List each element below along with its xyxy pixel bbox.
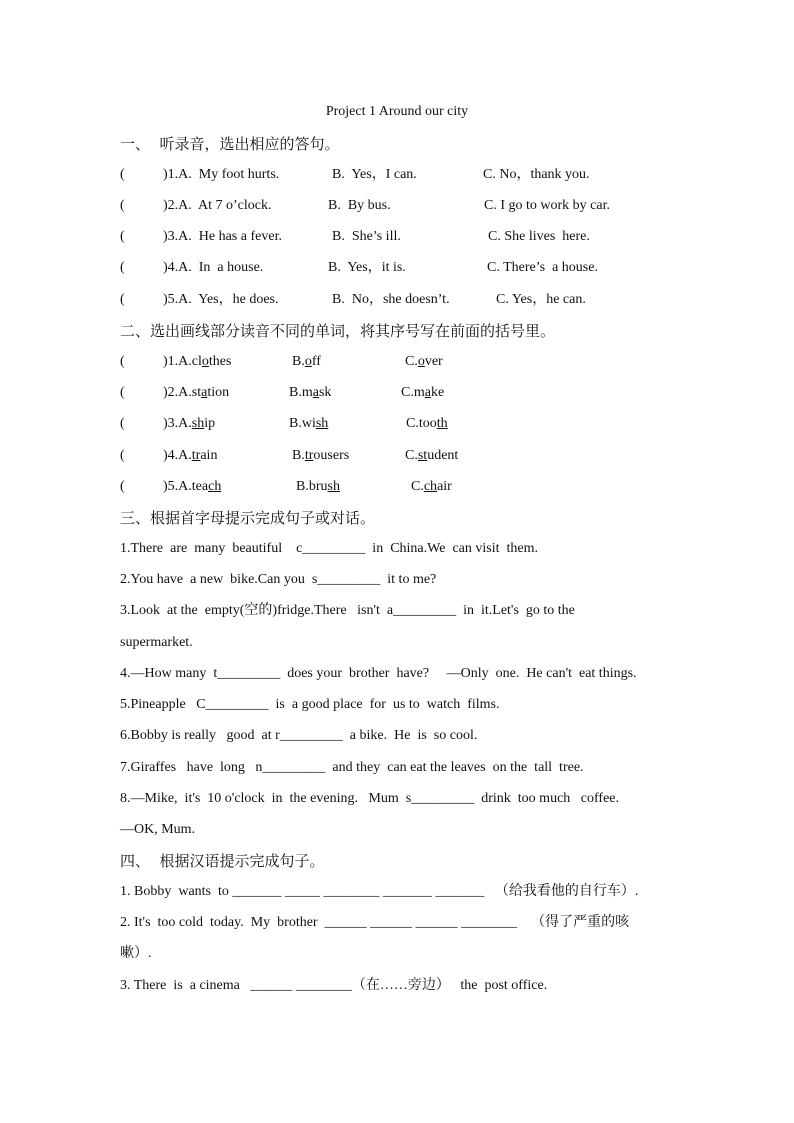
question-line: 6.Bobby is really good at r_________ a bike. He is so cool.: [120, 728, 478, 743]
option-c: C.over: [405, 354, 443, 369]
option-c: C. Yes，he can.: [496, 292, 586, 307]
option-b: B.wish: [289, 416, 329, 431]
option-b: B.trousers: [292, 448, 350, 463]
option-c: C. No，thank you.: [483, 167, 590, 182]
answer-bracket[interactable]: (: [120, 448, 125, 463]
option-b: B.off: [292, 354, 321, 369]
option-b: B. Yes，it is.: [328, 260, 406, 275]
answer-bracket[interactable]: (: [120, 198, 125, 213]
answer-bracket[interactable]: (: [120, 292, 125, 307]
option-c: C.make: [401, 385, 445, 400]
question-line: 4.—How many t_________ does your brother have? —Only one. He can't eat things.: [120, 666, 637, 681]
option-c: C.tooth: [406, 416, 448, 431]
page-title: Project 1 Around our city: [325, 104, 469, 119]
question-line: 2. It's too cold today. My brother ______ ______ ______ ________ （得了严重的咳: [120, 915, 630, 930]
option-c: C. There’s a house.: [487, 260, 598, 275]
answer-bracket[interactable]: (: [120, 229, 125, 244]
section2-heading: 二、选出画线部分读音不同的单词，将其序号写在前面的括号里。: [120, 322, 556, 340]
question-line: 8.—Mike, it's 10 o'clock in the evening. Mum s_________ drink too much coffee.: [120, 791, 619, 806]
question-line: 3.Look at the empty(空的)fridge.There isn't a_________ in it.Let's go to the: [120, 603, 575, 618]
question-line: 7.Giraffes have long n_________ and they can eat the leaves on the tall tree.: [120, 760, 584, 775]
section1-heading: 一、 听录音，选出相应的答句。: [120, 135, 340, 153]
option-a: )4.A.train: [163, 448, 218, 463]
section3-heading: 三、根据首字母提示完成句子或对话。: [120, 509, 376, 527]
option-c: C.chair: [411, 479, 452, 494]
question-line: 3. There is a cinema ______ ________（在……旁边） the post office.: [120, 978, 548, 993]
answer-bracket[interactable]: (: [120, 479, 125, 494]
answer-bracket[interactable]: (: [120, 416, 125, 431]
option-a: )5.A.teach: [163, 479, 222, 494]
option-b: B. No，she doesn’t.: [332, 292, 450, 307]
option-b: B. By bus.: [328, 198, 391, 213]
option-a: )1.A. My foot hurts.: [163, 167, 280, 182]
section4-heading: 四、 根据汉语提示完成句子。: [120, 852, 325, 870]
question-line: 2.You have a new bike.Can you s_________ it to me?: [120, 572, 437, 587]
option-a: )2.A.station: [163, 385, 230, 400]
option-c: C.student: [405, 448, 459, 463]
option-a: )3.A.ship: [163, 416, 216, 431]
question-line: 5.Pineapple C_________ is a good place for us to watch films.: [120, 697, 500, 712]
answer-bracket[interactable]: (: [120, 354, 125, 369]
option-c: C. I go to work by car.: [484, 198, 610, 213]
option-a: )2.A. At 7 o’clock.: [163, 198, 272, 213]
option-a: )1.A.clothes: [163, 354, 232, 369]
question-line: 嗽）.: [120, 946, 152, 961]
option-a: )5.A. Yes，he does.: [163, 292, 279, 307]
answer-bracket[interactable]: (: [120, 260, 125, 275]
option-a: )4.A. In a house.: [163, 260, 264, 275]
option-b: B. She’s ill.: [332, 229, 401, 244]
question-line: supermarket.: [120, 635, 193, 650]
option-a: )3.A. He has a fever.: [163, 229, 282, 244]
option-b: B. Yes，I can.: [332, 167, 417, 182]
option-b: B.brush: [296, 479, 340, 494]
question-line: 1. Bobby wants to _______ _____ ________ _______ _______ （给我看他的自行车）.: [120, 884, 639, 899]
question-line: —OK, Mum.: [120, 822, 196, 837]
option-b: B.mask: [289, 385, 332, 400]
question-line: 1.There are many beautiful c_________ in China.We can visit them.: [120, 541, 538, 556]
answer-bracket[interactable]: (: [120, 385, 125, 400]
answer-bracket[interactable]: (: [120, 167, 125, 182]
option-c: C. She lives here.: [488, 229, 590, 244]
